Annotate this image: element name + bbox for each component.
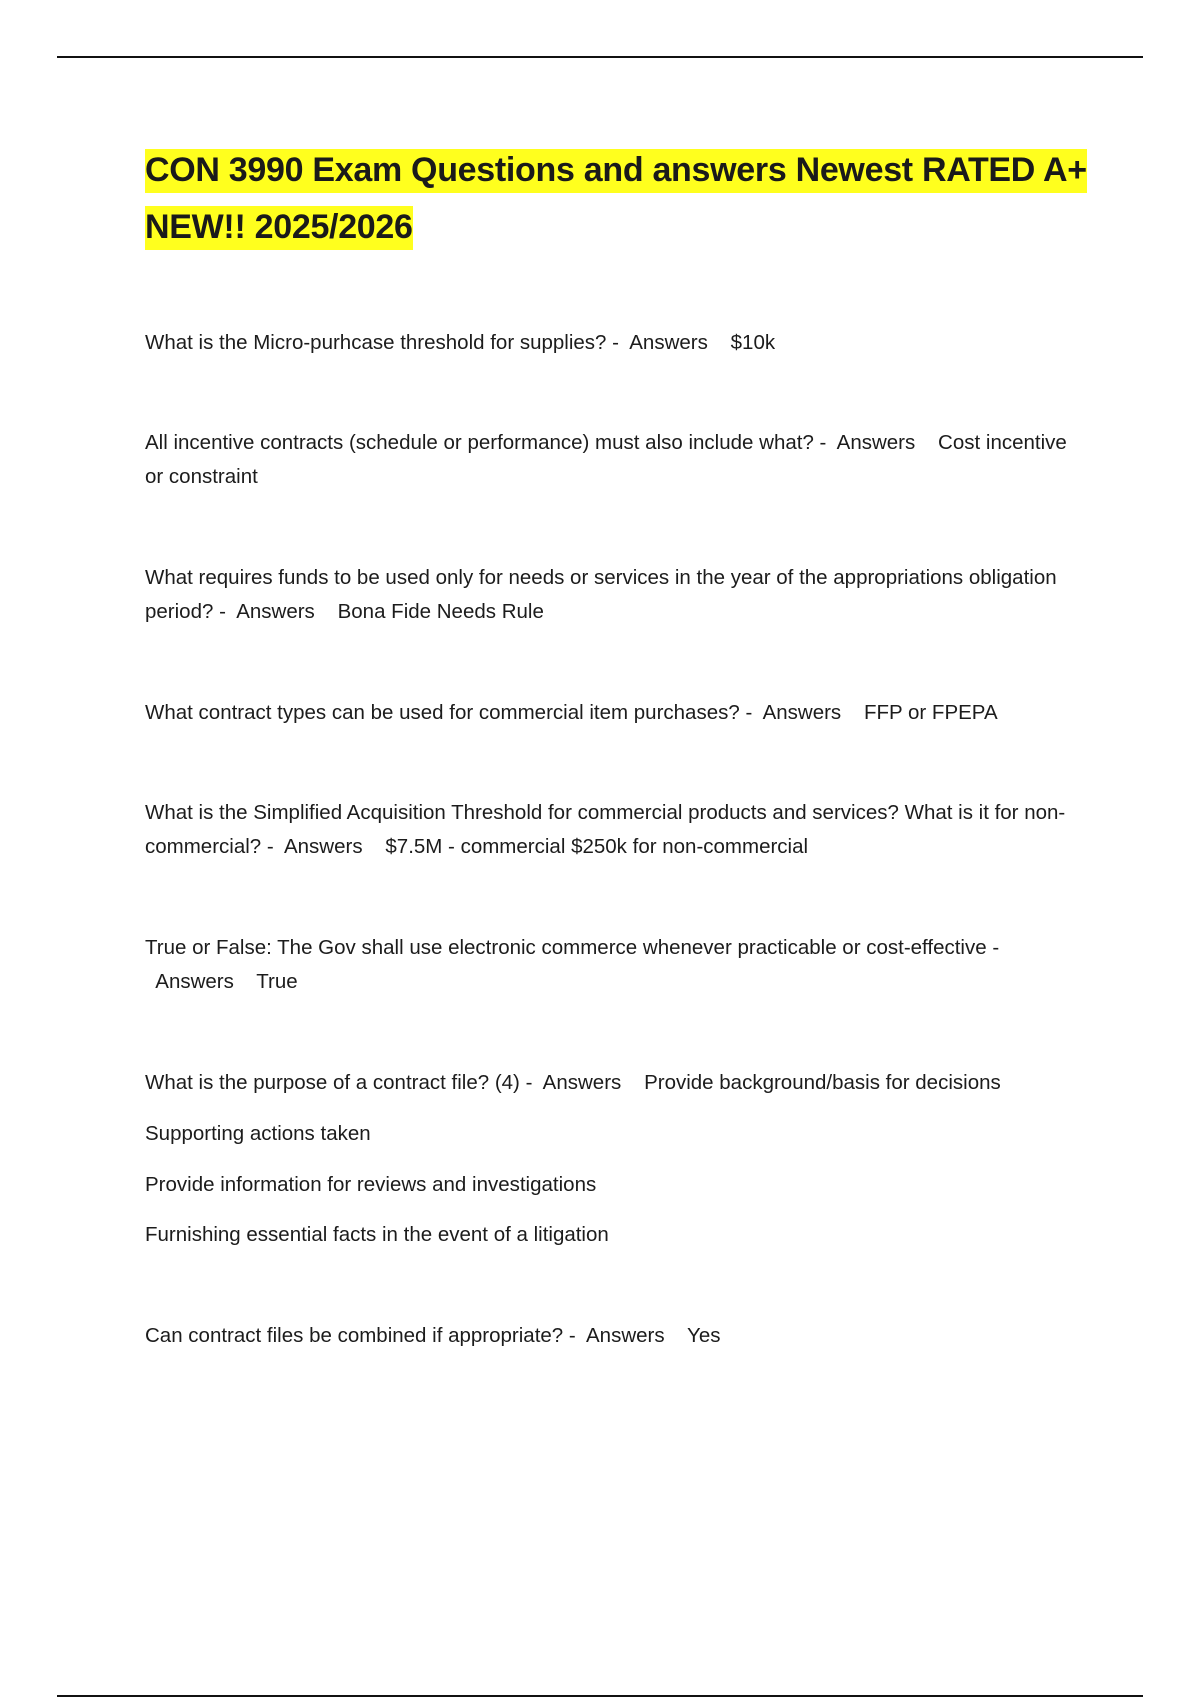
qa-item <box>145 1066 1075 1100</box>
answer-label: Answers <box>836 431 916 454</box>
answer-label: Answers <box>236 600 315 623</box>
answer-text: $10k <box>730 331 776 354</box>
answer-text: Yes <box>687 1324 721 1347</box>
question-text: What requires funds to be used only for needs or services in the year of the appropriations obligation period? - <box>145 566 1057 623</box>
answer-text: Bona Fide Needs Rule <box>337 600 544 623</box>
title-highlight: CON 3990 Exam Questions and answers Newest RATED A+ NEW!! 2025/2026 <box>145 149 1087 250</box>
top-rule <box>57 56 1143 58</box>
question-text: True or False: The Gov shall use electronic commerce whenever practicable or cost-effective - <box>145 936 1000 959</box>
answer-label: Answers <box>283 835 363 858</box>
qa-item <box>145 326 1075 360</box>
answer-continuation-line: Supporting actions taken <box>145 1122 371 1145</box>
qa-item <box>145 561 1075 629</box>
answer-continuation-line: Furnishing essential facts in the event of a litigation <box>145 1223 609 1246</box>
answer-continuation-line: Provide information for reviews and investigations <box>145 1173 597 1196</box>
qa-item <box>145 426 1075 494</box>
answer-text: $7.5M - commercial $250k for non-commercial <box>385 835 809 858</box>
question-text: What is the Micro-purhcase threshold for supplies? - <box>145 331 619 354</box>
question-text: Can contract files be combined if appropriate? - <box>145 1324 576 1347</box>
qa-item <box>145 696 1075 730</box>
answer-text: Cost incentive or constraint <box>145 431 1067 488</box>
answer-label: Answers <box>629 331 708 354</box>
qa-item <box>145 796 1075 864</box>
question-text: What is the Simplified Acquisition Threshold for commercial products and services? What is it for non-commercial? - <box>145 801 1066 858</box>
qa-item <box>145 931 1075 999</box>
answer-text: Provide background/basis for decisions <box>644 1071 1001 1094</box>
document-title <box>145 142 1105 256</box>
question-text: What is the purpose of a contract file? (4) - <box>145 1071 533 1094</box>
answer-label: Answers <box>762 701 842 724</box>
question-text: What contract types can be used for commercial item purchases? - <box>145 701 753 724</box>
answer-label: Answers <box>586 1324 665 1347</box>
answer-text: True <box>256 970 298 993</box>
qa-item <box>145 1319 1075 1353</box>
question-text: All incentive contracts (schedule or performance) must also include what? - <box>145 431 827 454</box>
answer-text: FFP or FPEPA <box>863 701 998 724</box>
answer-label: Answers <box>542 1071 622 1094</box>
answer-label: Answers <box>155 970 234 993</box>
bottom-rule <box>57 1695 1143 1697</box>
